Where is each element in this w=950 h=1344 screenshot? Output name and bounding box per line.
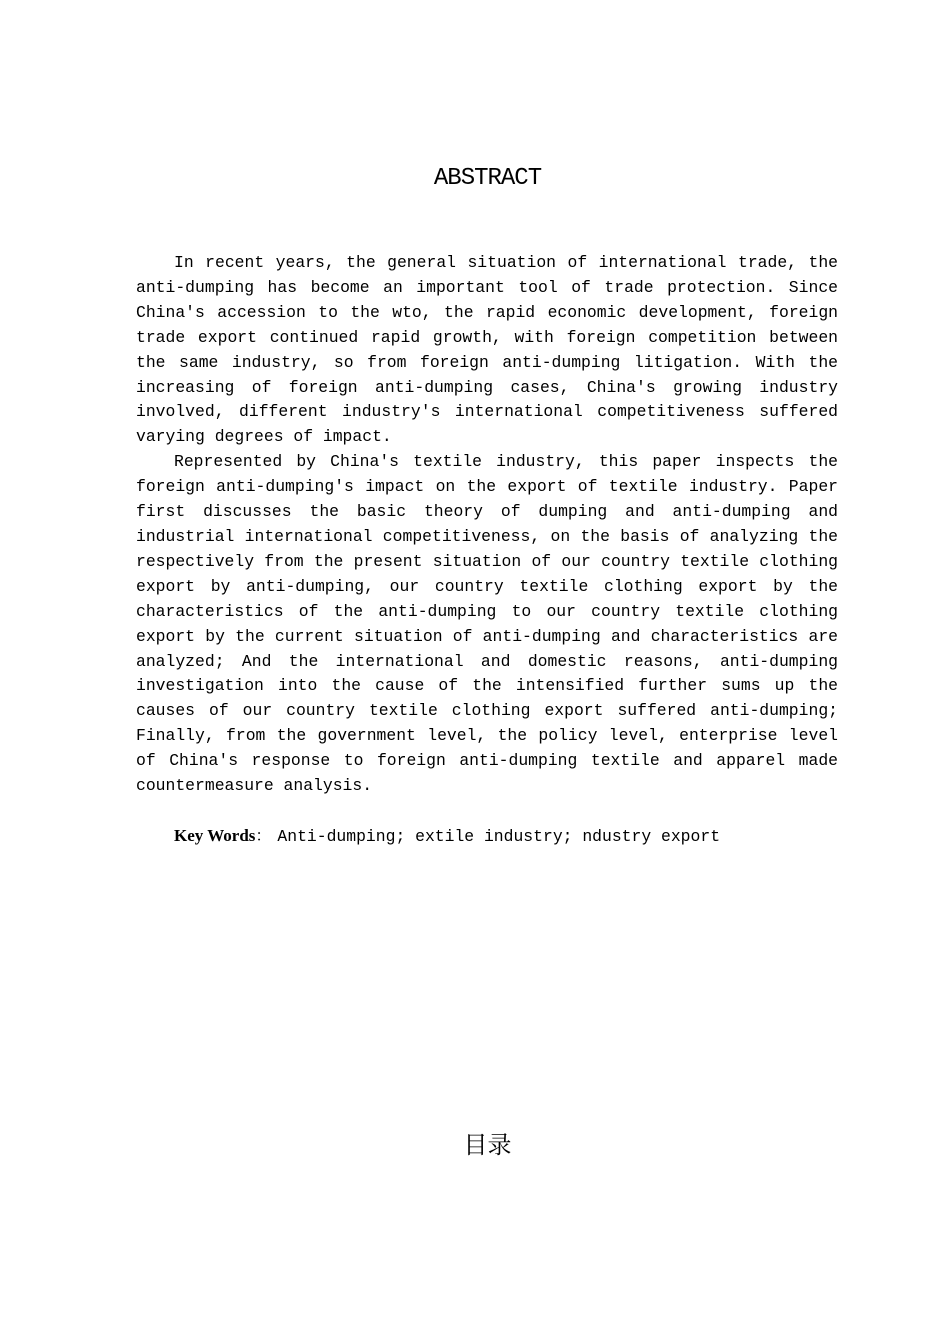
keywords-value: Anti-dumping; extile industry; ndustry export — [277, 827, 721, 846]
toc-title: 目录 — [463, 1131, 512, 1159]
keywords-separator: ： — [255, 826, 272, 845]
abstract-body — [136, 251, 838, 799]
abstract-paragraph-2: Represented by China's textile industry, this paper inspects the foreign anti-dumping's impact on the export of textile industry. Paper first discusses the basic theory of dumping and anti-dumping and industrial international competitiveness, on the basis of analyzing the respectively from the present situation of our country textile clothing export by anti-dumping, our country textile clothing export by the characteristics of the anti-dumping to our country textile clothing export by the current situation of anti-dumping and characteristics are analyzed; And the international and domestic reasons, anti-dumping investigation into the cause of the intensified further sums up the causes of our country textile clothing export suffered anti-dumping; Finally, from the government level, the policy level, enterprise level of China's response to foreign anti-dumping textile and apparel made countermeasure analysis. — [136, 452, 838, 796]
keywords-label: Key Words — [174, 826, 256, 845]
abstract-paragraph-1: In recent years, the general situation of international trade, the anti-dumping has become an important tool of trade protection. Since China's accession to the wto, the rapid economic development, foreign trade export continued rapid growth, with foreign competition between the same industry, so from foreign anti-dumping litigation. With the increasing of foreign anti-dumping cases, China's growing industry involved, different industry's international competitiveness suffered varying degrees of impact. — [136, 253, 838, 447]
keywords-line — [174, 823, 720, 849]
abstract-title: ABSTRACT — [433, 165, 542, 192]
